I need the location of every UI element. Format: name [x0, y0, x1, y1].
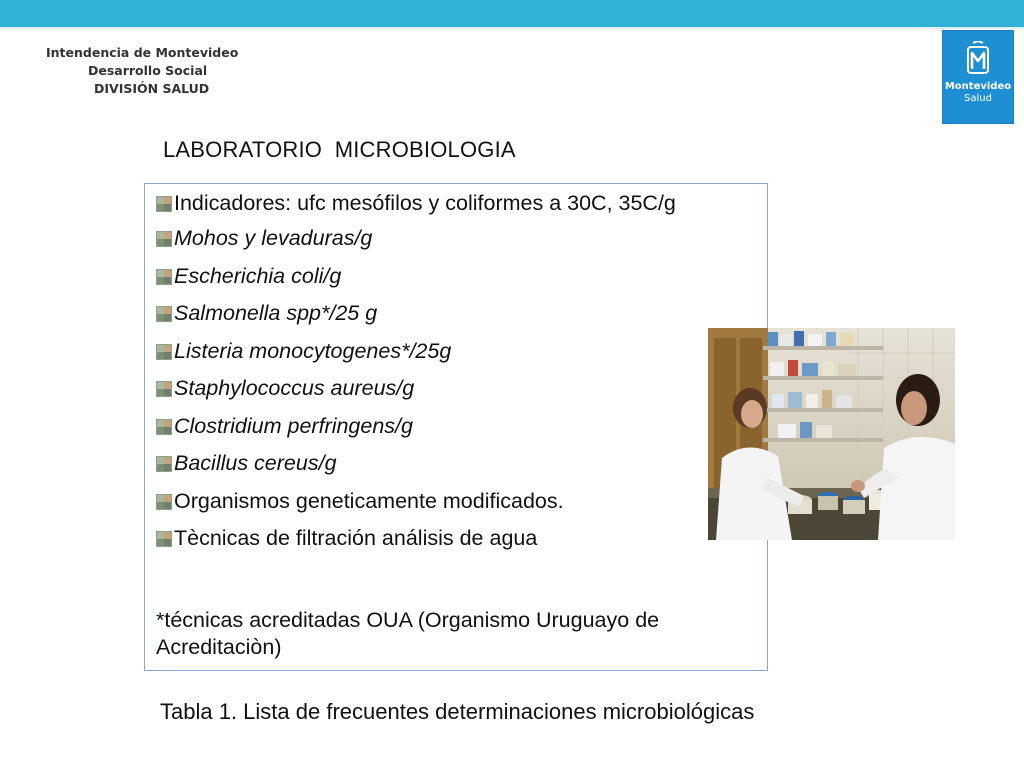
laboratory-photo: [708, 328, 955, 540]
list-item-text: Listeria monocytogenes*/25g: [174, 338, 452, 363]
organization-name: Intendencia de Montevideo: [46, 45, 239, 60]
list-item-text: Indicadores: ufc mesófilos y coliformes a 30C, 35C/g: [174, 191, 676, 215]
list-item: [156, 487, 762, 515]
accreditation-footnote: *técnicas acreditadas OUA (Organismo Uruguayo de Acreditaciòn): [156, 608, 660, 659]
list-item-text: Tècnicas de filtración análisis de agua: [174, 526, 538, 550]
bullet-icon: [156, 381, 172, 397]
montevideo-salud-logo: [942, 30, 1014, 124]
logo-emblem-icon: [966, 41, 990, 75]
list-item-text: Mohos y levaduras/g: [174, 226, 373, 250]
list-item: [156, 189, 762, 217]
determinations-box: [144, 183, 768, 671]
list-item-text: Clostridium perfringens/g: [174, 413, 413, 438]
bullet-icon: [156, 456, 172, 472]
list-item: [156, 374, 762, 402]
bullet-icon: [156, 306, 172, 322]
bullet-icon: [156, 196, 172, 212]
list-item: [156, 449, 762, 477]
laboratory-photo-image: [708, 328, 955, 540]
list-item: [156, 224, 762, 252]
bullet-icon: [156, 494, 172, 510]
organization-header: [46, 44, 266, 98]
bullet-icon: [156, 531, 172, 547]
list-item-text: Salmonella spp*/25 g: [174, 301, 378, 325]
determinations-list: [156, 189, 762, 562]
list-item-text: Escherichia coli/g: [174, 263, 342, 288]
list-item: [156, 262, 762, 290]
bullet-icon: [156, 231, 172, 247]
list-item-text: Bacillus cereus/g: [174, 451, 337, 475]
list-item-text: Organismos geneticamente modificados.: [174, 488, 564, 513]
list-item: [156, 337, 762, 365]
department-name: Desarrollo Social: [88, 63, 208, 78]
logo-name: Montevideo: [944, 81, 1012, 92]
division-name: DIVISIÓN SALUD: [94, 81, 210, 96]
logo-subtitle: Salud: [964, 93, 992, 104]
list-item: [156, 299, 762, 327]
table-caption: Tabla 1. Lista de frecuentes determinaciones microbiológicas: [160, 699, 755, 724]
list-item-text: Staphylococcus aureus/g: [174, 376, 415, 400]
page-title: LABORATORIO MICROBIOLOGIA: [163, 137, 516, 162]
bullet-icon: [156, 269, 172, 285]
top-banner-divider: [0, 27, 1024, 29]
bullet-icon: [156, 419, 172, 435]
top-banner: [0, 0, 1024, 27]
list-item: [156, 412, 762, 440]
list-item: [156, 524, 762, 552]
bullet-icon: [156, 344, 172, 360]
